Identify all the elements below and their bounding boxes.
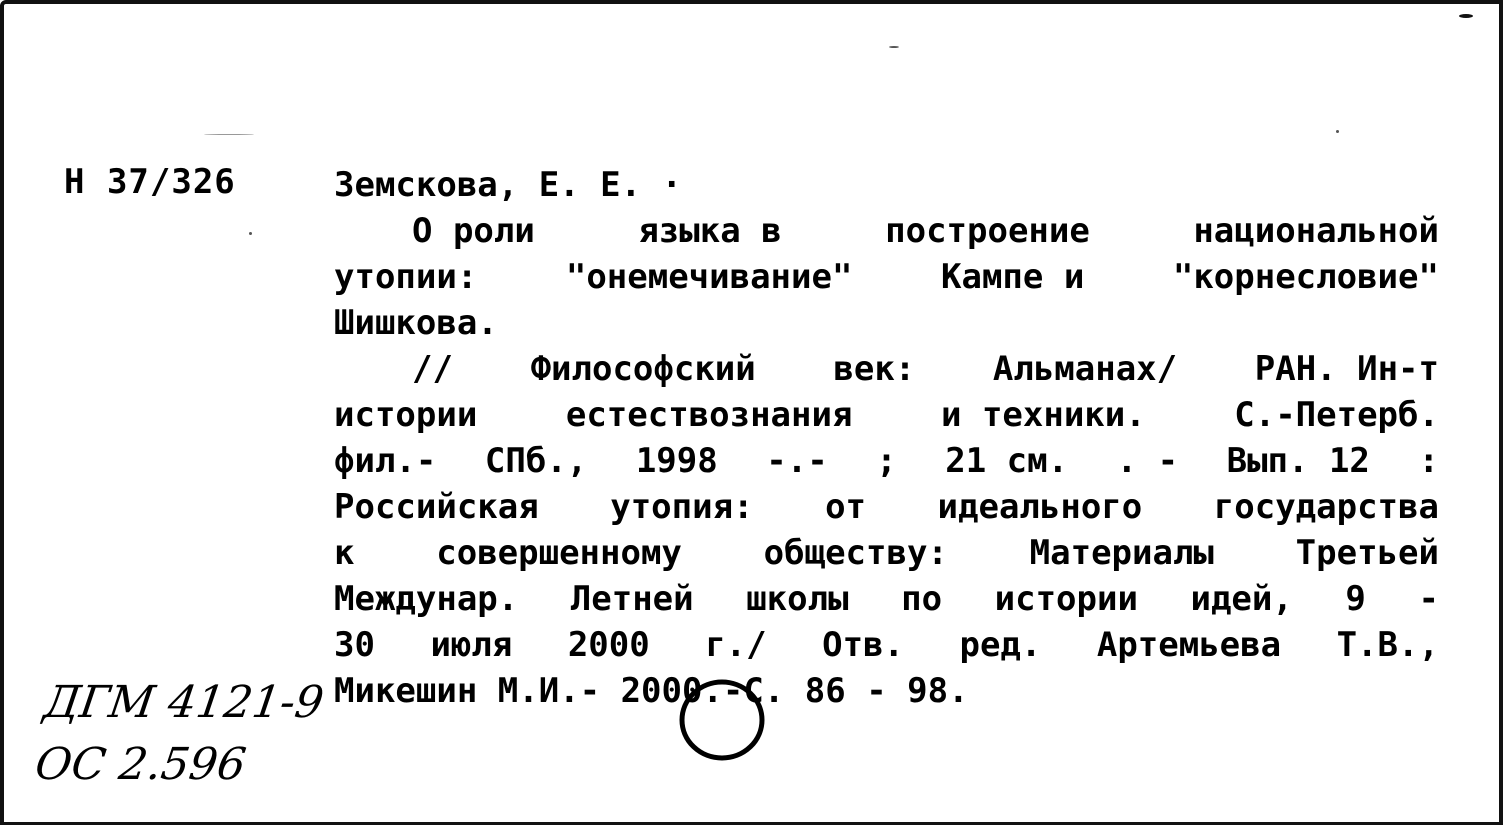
- word: Летней: [570, 579, 694, 619]
- word: идеального: [937, 487, 1143, 527]
- word: //: [412, 349, 453, 389]
- word: Отв.: [822, 625, 904, 665]
- word: Третьей: [1295, 533, 1439, 573]
- word: Т.В.,: [1336, 625, 1439, 665]
- call-number: Н 37/326: [64, 162, 236, 202]
- scan-speck: [1459, 14, 1473, 18]
- word: РАН. Ин-т: [1254, 349, 1439, 389]
- word: век:: [833, 349, 916, 389]
- word: -: [1418, 579, 1439, 619]
- word: истории: [334, 395, 478, 435]
- word: 9: [1345, 579, 1366, 619]
- word: Микешин М.И.- 2000.-С. 86 - 98.: [334, 671, 969, 711]
- word: СПб.,: [484, 441, 588, 481]
- word: совершенному: [436, 533, 682, 573]
- word: по: [901, 579, 943, 619]
- bibliographic-entry: [334, 162, 1439, 714]
- scan-speck: [249, 232, 252, 235]
- word: естествознания: [565, 395, 853, 435]
- word: -.-: [766, 441, 828, 481]
- word: государства: [1213, 487, 1439, 527]
- word: Материалы: [1029, 533, 1214, 573]
- word: национальной: [1193, 211, 1439, 251]
- handwritten-line: ДГМ 4121-9: [40, 677, 327, 728]
- word: Российская: [334, 487, 539, 527]
- source-line: [334, 346, 1439, 392]
- word: "корнесловие": [1172, 257, 1439, 297]
- word: 21 см.: [945, 441, 1069, 481]
- source-line: [334, 576, 1439, 622]
- word: утопия:: [610, 487, 754, 527]
- author-line: [334, 162, 1439, 208]
- source-line: [334, 530, 1439, 576]
- pages-line: [334, 668, 1439, 714]
- scan-speck: [204, 134, 254, 135]
- word: ;: [876, 441, 897, 481]
- word: к: [334, 533, 355, 573]
- word: ред.: [959, 625, 1042, 665]
- word: языка в: [638, 211, 782, 251]
- word: Вып. 12: [1226, 441, 1370, 481]
- word: 1998: [635, 441, 718, 481]
- word: обществу:: [763, 533, 948, 573]
- word: Артемьева: [1096, 625, 1282, 665]
- word: утопии:: [334, 257, 478, 297]
- word: . -: [1116, 441, 1179, 481]
- word: от: [825, 487, 867, 527]
- word: Шишкова.: [334, 303, 498, 343]
- word: и техники.: [941, 395, 1146, 435]
- title-line: [334, 208, 1439, 254]
- word: 2000: [567, 625, 650, 665]
- handwritten-line: ОС 2.596: [32, 739, 249, 790]
- word: г./: [705, 625, 767, 665]
- word: "онемечивание": [565, 257, 853, 297]
- handwritten-inventory-number: [31, 672, 327, 796]
- word: истории: [994, 579, 1138, 619]
- author-name: Земскова, Е. Е. ·: [334, 165, 682, 205]
- scan-speck: [889, 46, 899, 48]
- word: Философский: [530, 349, 756, 389]
- scan-speck: [1336, 130, 1339, 133]
- word: построение: [885, 211, 1090, 251]
- word: Кампе и: [941, 257, 1085, 297]
- title-line: [334, 254, 1439, 300]
- word: 30: [334, 625, 375, 665]
- word: идей,: [1190, 579, 1293, 619]
- word: С.-Петерб.: [1234, 395, 1439, 435]
- word: школы: [746, 579, 849, 619]
- word: Альманах/: [992, 349, 1178, 389]
- word: Междунар.: [334, 579, 519, 619]
- source-line: [334, 622, 1439, 668]
- source-line: [334, 484, 1439, 530]
- word: фил.-: [334, 441, 437, 481]
- source-line: [334, 438, 1439, 484]
- word: О роли: [412, 211, 535, 251]
- title-line: [334, 300, 1439, 346]
- word: :: [1418, 441, 1439, 481]
- source-line: [334, 392, 1439, 438]
- word: июля: [430, 625, 513, 665]
